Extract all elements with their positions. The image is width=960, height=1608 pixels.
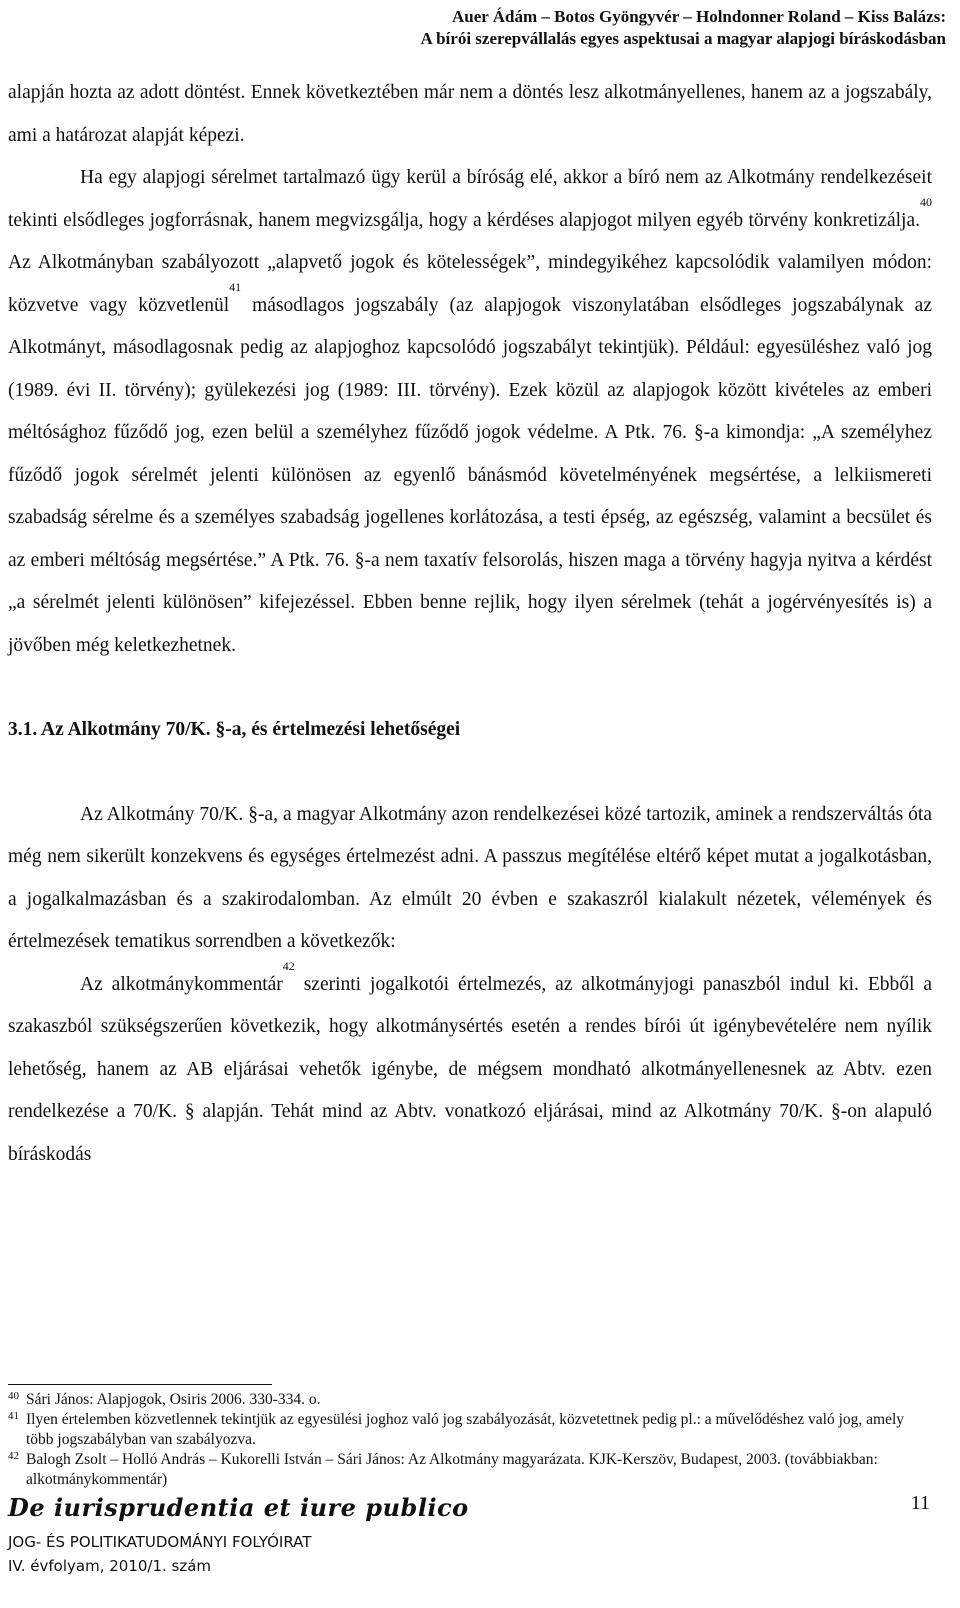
paragraph-3: Az Alkotmány 70/K. §-a, a magyar Alkotmány azon rendelkezései közé tartozik, aminek a rendszerváltás óta még nem sikerült konzekvens és egységes értelmezést adni. A passzus megítélése eltérő képet mutat a jogalkotásban, a jogalkalmazásban és a szakirodalomban. Az elmúlt 20 évben e szakaszról kialakult nézetek, vélemények és értelmezések tematikus sorrendben a következők: [8,803,932,952]
footnote-divider [8,1384,272,1385]
footnote-42 [8,1450,934,1490]
footnote-40 [8,1390,934,1410]
footnote-ref-40[interactable]: 40 [920,194,932,209]
section-heading: 3.1. Az Alkotmány 70/K. §-a, és értelmezési lehetőségei [8,719,461,740]
footnote-text: Balogh Zsolt – Holló András – Kukorelli István – Sári János: Az Alkotmány magyarázata. KJK-Kerszöv, Budapest, 2003. (továbbiakban: alkotmánykommentár) [26,1451,878,1488]
paragraph-2-part-c: másodlagos jogszabály (az alapjogok viszonylatában elsődleges jogszabálynak az Alkotmányt, másodlagosnak pedig az alapjoghoz kapcsolódó jogszabályt tekintjük). Például: egyesüléshez való jog (1989. évi II. törvény); gyülekezési jog (1989: III. törvény). Ezek közül az alapjogok között kivételes az emberi méltósághoz fűződő jog, ezen belül a személyhez fűződő jogok védelme. A Ptk. 76. §-a kimondja: „A személyhez fűződő jogok sérelmét jelenti különösen az egyenlő bánásmód követelményének megsértése, a lelkiismereti szabadság sérelme és a személyes szabadság jogellenes korlátozása, a testi épség, az egészség, valamint a becsület és az emberi méltóság megsértése.” A Ptk. 76. §-a nem taxatív felsorolás, hiszen maga a törvény hagyja nyitva a kérdést „a sérelmét jelenti különösen” kifejezéssel. Ebben benne rejlik, hogy ilyen sérelmek (tehát a jogérvényesítés is) a jövőben még keletkezhetnek. [8,294,932,656]
paragraph-1: alapján hozta az adott döntést. Ennek következtében már nem a döntés lesz alkotmányellenes, hanem az a jogszabály, ami a határozat alapját képezi. [8,82,932,146]
paragraph-4-part-b: szerinti jogalkotói értelmezés, az alkotmányjogi panaszból indul ki. Ebből a szakaszból szükségszerűen következik, hogy alkotmánysértés esetén a rendes bírói út igénybevételére nem nyílik lehetőség, hanem az AB eljárásai vehetők igénybe, de mégsem mondható alkotmányellenesnek az Abtv. ezen rendelkezése a 70/K. § alapján. Tehát mind az Abtv. vonatkozó eljárásai, mind az Alkotmány 70/K. §-on alapuló bíráskodás [8,973,932,1165]
body-text [8,72,932,1176]
journal-volume: IV. évfolyam, 2010/1. szám [8,1557,212,1575]
footnote-ref-41[interactable]: 41 [229,279,242,294]
footnote-41 [8,1410,934,1450]
paragraph-4 [8,958,932,1177]
running-header [421,6,946,50]
footnote-number: 41 [8,1410,19,1422]
page-number: 11 [910,1492,930,1514]
footnote-number: 40 [8,1390,19,1402]
header-title: A bírói szerepvállalás egyes aspektusai a magyar alapjogi bíráskodásban [420,29,946,48]
footnote-ref-42[interactable]: 42 [282,958,295,973]
paragraph-4-part-a: Az alkotmánykommentár [80,973,283,995]
footnote-text: Sári János: Alapjogok, Osiris 2006. 330-334. o. [26,1391,321,1408]
paragraph-2 [8,157,932,667]
journal-subtitle: JOG- ÉS POLITIKATUDOMÁNYI FOLYÓIRAT [8,1533,312,1551]
header-authors: Auer Ádám – Botos Gyöngyvér – Holndonner Roland – Kiss Balázs: [451,7,946,26]
footnotes [8,1390,934,1490]
paragraph-2-part-a: Ha egy alapjogi sérelmet tartalmazó ügy kerül a bíróság elé, akkor a bíró nem az Alkotmány rendelkezéseit tekinti elsődleges jogforrásnak, hanem megvizsgálja, hogy a kérdéses alapjogot milyen egyéb törvény konkretizálja. [8,167,932,231]
footnote-number: 42 [8,1450,19,1462]
journal-name: De iurisprudentia et iure publico [8,1493,469,1522]
footnote-text: Ilyen értelemben közvetlennek tekintjük az egyesülési joghoz való jog szabályozását, közvetettnek pedig pl.: a művelődéshez való jog, amely több jogszabályban van szabályozva. [26,1411,905,1448]
journal-info [8,1530,311,1578]
paragraph-2-part-b: Az Alkotmányban szabályozott „alapvető jogok és kötelességek”, mindegyikéhez kapcsolódik valamilyen módon: közvetve vagy közvetlenül [8,252,932,316]
